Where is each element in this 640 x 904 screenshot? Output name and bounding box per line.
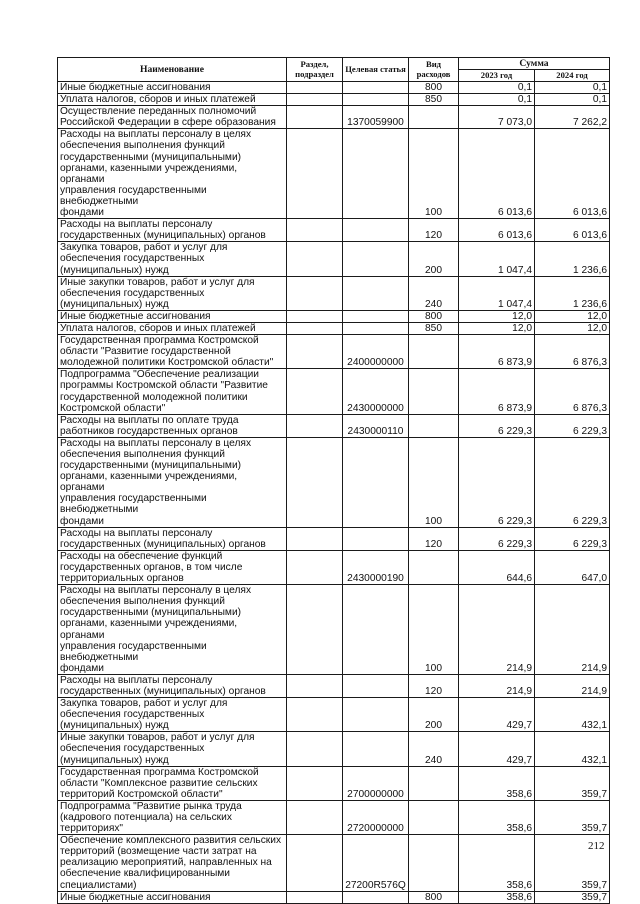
table-row	[58, 835, 610, 891]
cell-section	[287, 94, 343, 106]
cell-2024: 6 229,3	[535, 414, 610, 437]
cell-2023: 0,1	[459, 82, 535, 94]
cell-kind	[409, 766, 459, 800]
cell-2024: 0,1	[535, 82, 610, 94]
cell-2023: 6 873,9	[459, 335, 535, 369]
table-row	[58, 414, 610, 437]
budget-table	[57, 57, 610, 904]
cell-name: Уплата налогов, сборов и иных платежей	[58, 322, 287, 334]
cell-section	[287, 585, 343, 675]
cell-section	[287, 106, 343, 129]
cell-target	[343, 242, 409, 276]
cell-2023: 644,6	[459, 550, 535, 584]
cell-2024: 214,9	[535, 674, 610, 697]
cell-2024: 6 013,6	[535, 129, 610, 219]
cell-section	[287, 310, 343, 322]
cell-kind: 850	[409, 322, 459, 334]
table-row	[58, 698, 610, 732]
cell-name: Расходы на обеспечение функций государственных органов, в том числе территориальных органов	[58, 550, 287, 584]
cell-kind: 100	[409, 585, 459, 675]
cell-2023: 6 229,3	[459, 527, 535, 550]
cell-kind: 120	[409, 219, 459, 242]
table-row	[58, 585, 610, 675]
cell-kind: 120	[409, 527, 459, 550]
cell-target: 1370059900	[343, 106, 409, 129]
cell-section	[287, 674, 343, 697]
cell-kind	[409, 835, 459, 891]
cell-target	[343, 698, 409, 732]
cell-section	[287, 414, 343, 437]
table-row	[58, 437, 610, 527]
cell-target	[343, 82, 409, 94]
table-header	[58, 58, 610, 82]
cell-target	[343, 437, 409, 527]
cell-name: Подпрограмма "Обеспечение реализации программы Костромской области "Развитие государственной молодежной политики Костромской области"	[58, 369, 287, 414]
budget-table-container	[57, 57, 609, 904]
table-row	[58, 527, 610, 550]
cell-target	[343, 674, 409, 697]
cell-2024: 6 229,3	[535, 437, 610, 527]
cell-kind: 100	[409, 437, 459, 527]
cell-section	[287, 766, 343, 800]
cell-name: Расходы на выплаты по оплате труда работников государственных органов	[58, 414, 287, 437]
cell-kind	[409, 414, 459, 437]
cell-name: Государственная программа Костромской области "Развитие государственной молодежной политики Костромской области"	[58, 335, 287, 369]
cell-name: Расходы на выплаты персоналу в целях обеспечения выполнения функций государственными (муниципальными) органами, казенными учреждениями, органами управления государственными внебюджетными фондами	[58, 129, 287, 219]
cell-2024: 647,0	[535, 550, 610, 584]
cell-2024: 6 013,6	[535, 219, 610, 242]
cell-kind: 240	[409, 276, 459, 310]
cell-kind: 800	[409, 891, 459, 903]
table-row	[58, 129, 610, 219]
cell-section	[287, 437, 343, 527]
cell-2023: 6 873,9	[459, 369, 535, 414]
cell-2023: 6 013,6	[459, 219, 535, 242]
cell-section	[287, 732, 343, 766]
cell-2023: 12,0	[459, 310, 535, 322]
cell-target	[343, 322, 409, 334]
cell-target	[343, 585, 409, 675]
cell-2024: 432,1	[535, 698, 610, 732]
cell-section	[287, 369, 343, 414]
table-row	[58, 891, 610, 903]
cell-name: Закупка товаров, работ и услуг для обеспечения государственных (муниципальных) нужд	[58, 242, 287, 276]
cell-section	[287, 219, 343, 242]
table-row	[58, 800, 610, 834]
cell-2024: 12,0	[535, 310, 610, 322]
cell-2023: 358,6	[459, 835, 535, 891]
table-row	[58, 766, 610, 800]
cell-kind: 240	[409, 732, 459, 766]
cell-2023: 6 229,3	[459, 437, 535, 527]
cell-section	[287, 242, 343, 276]
table-row	[58, 550, 610, 584]
cell-name: Подпрограмма "Развитие рынка труда (кадрового потенциала) на сельских территориях"	[58, 800, 287, 834]
table-row	[58, 310, 610, 322]
cell-2023: 0,1	[459, 94, 535, 106]
table-row	[58, 369, 610, 414]
table-body	[58, 82, 610, 904]
header-sum: Сумма	[459, 58, 610, 70]
cell-name: Иные закупки товаров, работ и услуг для обеспечения государственных (муниципальных) нужд	[58, 732, 287, 766]
cell-2023: 214,9	[459, 674, 535, 697]
cell-2023: 429,7	[459, 698, 535, 732]
cell-name: Обеспечение комплексного развития сельских территорий (возмещение части затрат на реализацию мероприятий, направленных на обеспечение квалифицированными специалистами)	[58, 835, 287, 891]
cell-2024: 214,9	[535, 585, 610, 675]
cell-target	[343, 310, 409, 322]
cell-name: Иные бюджетные ассигнования	[58, 310, 287, 322]
cell-2023: 12,0	[459, 322, 535, 334]
cell-2024: 6 876,3	[535, 369, 610, 414]
cell-2023: 6 229,3	[459, 414, 535, 437]
cell-section	[287, 335, 343, 369]
cell-kind: 100	[409, 129, 459, 219]
page-number: 212	[588, 840, 605, 852]
cell-2023: 358,6	[459, 891, 535, 903]
cell-kind: 850	[409, 94, 459, 106]
cell-2024: 359,7	[535, 800, 610, 834]
cell-kind: 200	[409, 698, 459, 732]
cell-section	[287, 835, 343, 891]
cell-2024: 6 229,3	[535, 527, 610, 550]
cell-kind	[409, 335, 459, 369]
cell-target	[343, 276, 409, 310]
cell-2024: 0,1	[535, 94, 610, 106]
cell-section	[287, 322, 343, 334]
cell-target	[343, 732, 409, 766]
cell-target: 2430000190	[343, 550, 409, 584]
cell-target	[343, 527, 409, 550]
cell-target	[343, 219, 409, 242]
cell-target: 2430000000	[343, 369, 409, 414]
cell-kind: 200	[409, 242, 459, 276]
cell-kind	[409, 106, 459, 129]
cell-2023: 1 047,4	[459, 242, 535, 276]
cell-name: Расходы на выплаты персоналу в целях обеспечения выполнения функций государственными (муниципальными) органами, казенными учреждениями, органами управления государственными внебюджетными фондами	[58, 437, 287, 527]
cell-section	[287, 129, 343, 219]
cell-kind: 120	[409, 674, 459, 697]
cell-2024: 6 876,3	[535, 335, 610, 369]
header-year-2023: 2023 год	[459, 70, 535, 82]
cell-2024: 12,0	[535, 322, 610, 334]
cell-target	[343, 891, 409, 903]
cell-target	[343, 94, 409, 106]
cell-name: Государственная программа Костромской области "Комплексное развитие сельских территорий Костромской области"	[58, 766, 287, 800]
cell-section	[287, 891, 343, 903]
header-name: Наименование	[58, 58, 287, 82]
cell-section	[287, 698, 343, 732]
cell-target: 2700000000	[343, 766, 409, 800]
cell-target: 2430000110	[343, 414, 409, 437]
table-row	[58, 94, 610, 106]
cell-section	[287, 800, 343, 834]
cell-2024: 1 236,6	[535, 276, 610, 310]
table-row	[58, 674, 610, 697]
cell-kind	[409, 369, 459, 414]
cell-2023: 358,6	[459, 800, 535, 834]
table-row	[58, 106, 610, 129]
cell-name: Уплата налогов, сборов и иных платежей	[58, 94, 287, 106]
cell-2023: 6 013,6	[459, 129, 535, 219]
cell-2024: 432,1	[535, 732, 610, 766]
table-row	[58, 82, 610, 94]
cell-2023: 7 073,0	[459, 106, 535, 129]
cell-target: 27200R576Q	[343, 835, 409, 891]
table-row	[58, 276, 610, 310]
cell-target: 2720000000	[343, 800, 409, 834]
cell-2024: 359,7	[535, 766, 610, 800]
cell-kind: 800	[409, 310, 459, 322]
header-section: Раздел, подраздел	[287, 58, 343, 82]
header-year-2024: 2024 год	[535, 70, 610, 82]
cell-section	[287, 276, 343, 310]
table-row	[58, 219, 610, 242]
cell-name: Осуществление переданных полномочий Российской Федерации в сфере образования	[58, 106, 287, 129]
cell-kind	[409, 800, 459, 834]
cell-name: Расходы на выплаты персоналу в целях обеспечения выполнения функций государственными (муниципальными) органами, казенными учреждениями, органами управления государственными внебюджетными фондами	[58, 585, 287, 675]
cell-2024: 7 262,2	[535, 106, 610, 129]
cell-section	[287, 527, 343, 550]
cell-kind: 800	[409, 82, 459, 94]
cell-section	[287, 82, 343, 94]
cell-name: Иные закупки товаров, работ и услуг для обеспечения государственных (муниципальных) нужд	[58, 276, 287, 310]
header-kind: Вид расходов	[409, 58, 459, 82]
cell-name: Иные бюджетные ассигнования	[58, 82, 287, 94]
cell-2023: 358,6	[459, 766, 535, 800]
table-row	[58, 335, 610, 369]
header-target: Целевая статья	[343, 58, 409, 82]
cell-2024: 359,7	[535, 891, 610, 903]
cell-kind	[409, 550, 459, 584]
cell-2024: 1 236,6	[535, 242, 610, 276]
table-row	[58, 322, 610, 334]
cell-target	[343, 129, 409, 219]
cell-name: Расходы на выплаты персоналу государственных (муниципальных) органов	[58, 527, 287, 550]
cell-2023: 1 047,4	[459, 276, 535, 310]
cell-name: Расходы на выплаты персоналу государственных (муниципальных) органов	[58, 219, 287, 242]
cell-section	[287, 550, 343, 584]
table-row	[58, 242, 610, 276]
cell-target: 2400000000	[343, 335, 409, 369]
cell-2023: 429,7	[459, 732, 535, 766]
cell-2024: 359,7	[535, 835, 610, 891]
cell-name: Расходы на выплаты персоналу государственных (муниципальных) органов	[58, 674, 287, 697]
cell-name: Закупка товаров, работ и услуг для обеспечения государственных (муниципальных) нужд	[58, 698, 287, 732]
cell-2023: 214,9	[459, 585, 535, 675]
cell-name: Иные бюджетные ассигнования	[58, 891, 287, 903]
table-row	[58, 732, 610, 766]
